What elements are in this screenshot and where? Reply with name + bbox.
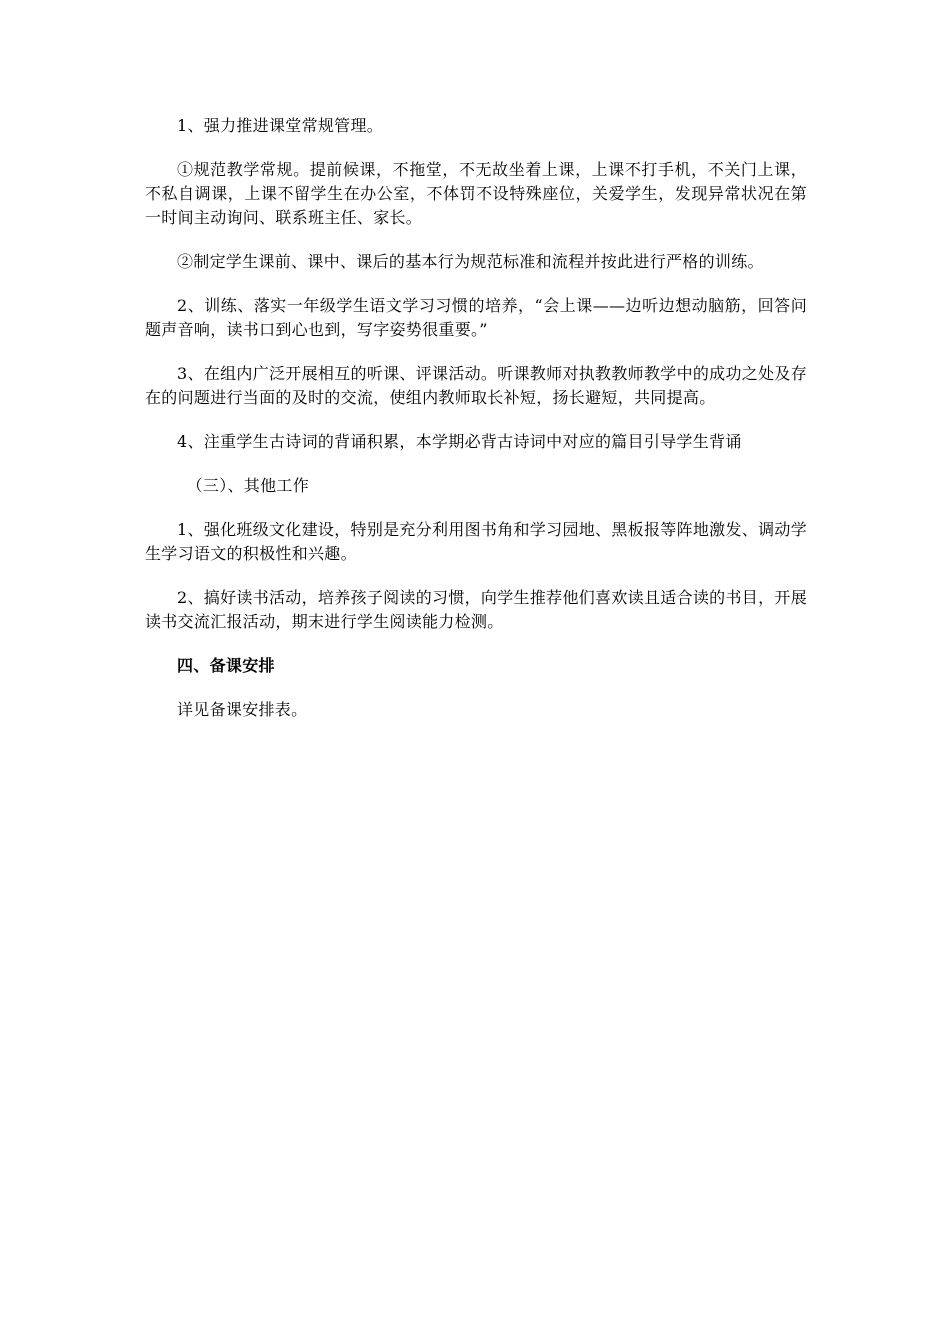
paragraph-learning-habits: 2、训练、落实一年级学生语文学习习惯的培养，“会上课——边听边想动脑筋，回答问题声音响，读书口到心也到，写字姿势很重要。”: [145, 296, 807, 339]
document-body: [145, 114, 807, 742]
paragraph-reading-activity: 2、搞好读书活动，培养孩子阅读的习惯，向学生推荐他们喜欢读且适合读的书目，开展读书交流汇报活动，期末进行学生阅读能力检测。: [145, 588, 807, 631]
paragraph-class-culture: 1、强化班级文化建设，特别是充分利用图书角和学习园地、黑板报等阵地激发、调动学生学习语文的积极性和兴趣。: [145, 520, 807, 563]
paragraph-poetry-recitation: 4、注重学生古诗词的背诵积累，本学期必背古诗词中对应的篇目引导学生背诵: [177, 432, 742, 451]
section-heading-lesson-prep: 四、备课安排: [177, 656, 275, 675]
paragraph-classroom-management: 1、强力推进课堂常规管理。: [177, 116, 384, 135]
paragraph-teaching-norms: ①规范教学常规。提前候课，不拖堂，不无故坐着上课，上课不打手机，不关门上课，不私自调课，上课不留学生在办公室，不体罚不设特殊座位，关爱学生，发现异常状况在第一时间主动询问、联系班主任、家长。: [145, 160, 807, 227]
section-heading-other-work: （三）、其他工作: [186, 476, 309, 495]
paragraph-lesson-observation: 3、在组内广泛开展相互的听课、评课活动。听课教师对执教教师教学中的成功之处及存在的问题进行当面的及时的交流，使组内教师取长补短，扬长避短，共同提高。: [145, 364, 807, 407]
paragraph-student-behavior: ②制定学生课前、课中、课后的基本行为规范标准和流程并按此进行严格的训练。: [177, 252, 764, 271]
paragraph-lesson-prep-schedule: 详见备课安排表。: [177, 700, 308, 719]
